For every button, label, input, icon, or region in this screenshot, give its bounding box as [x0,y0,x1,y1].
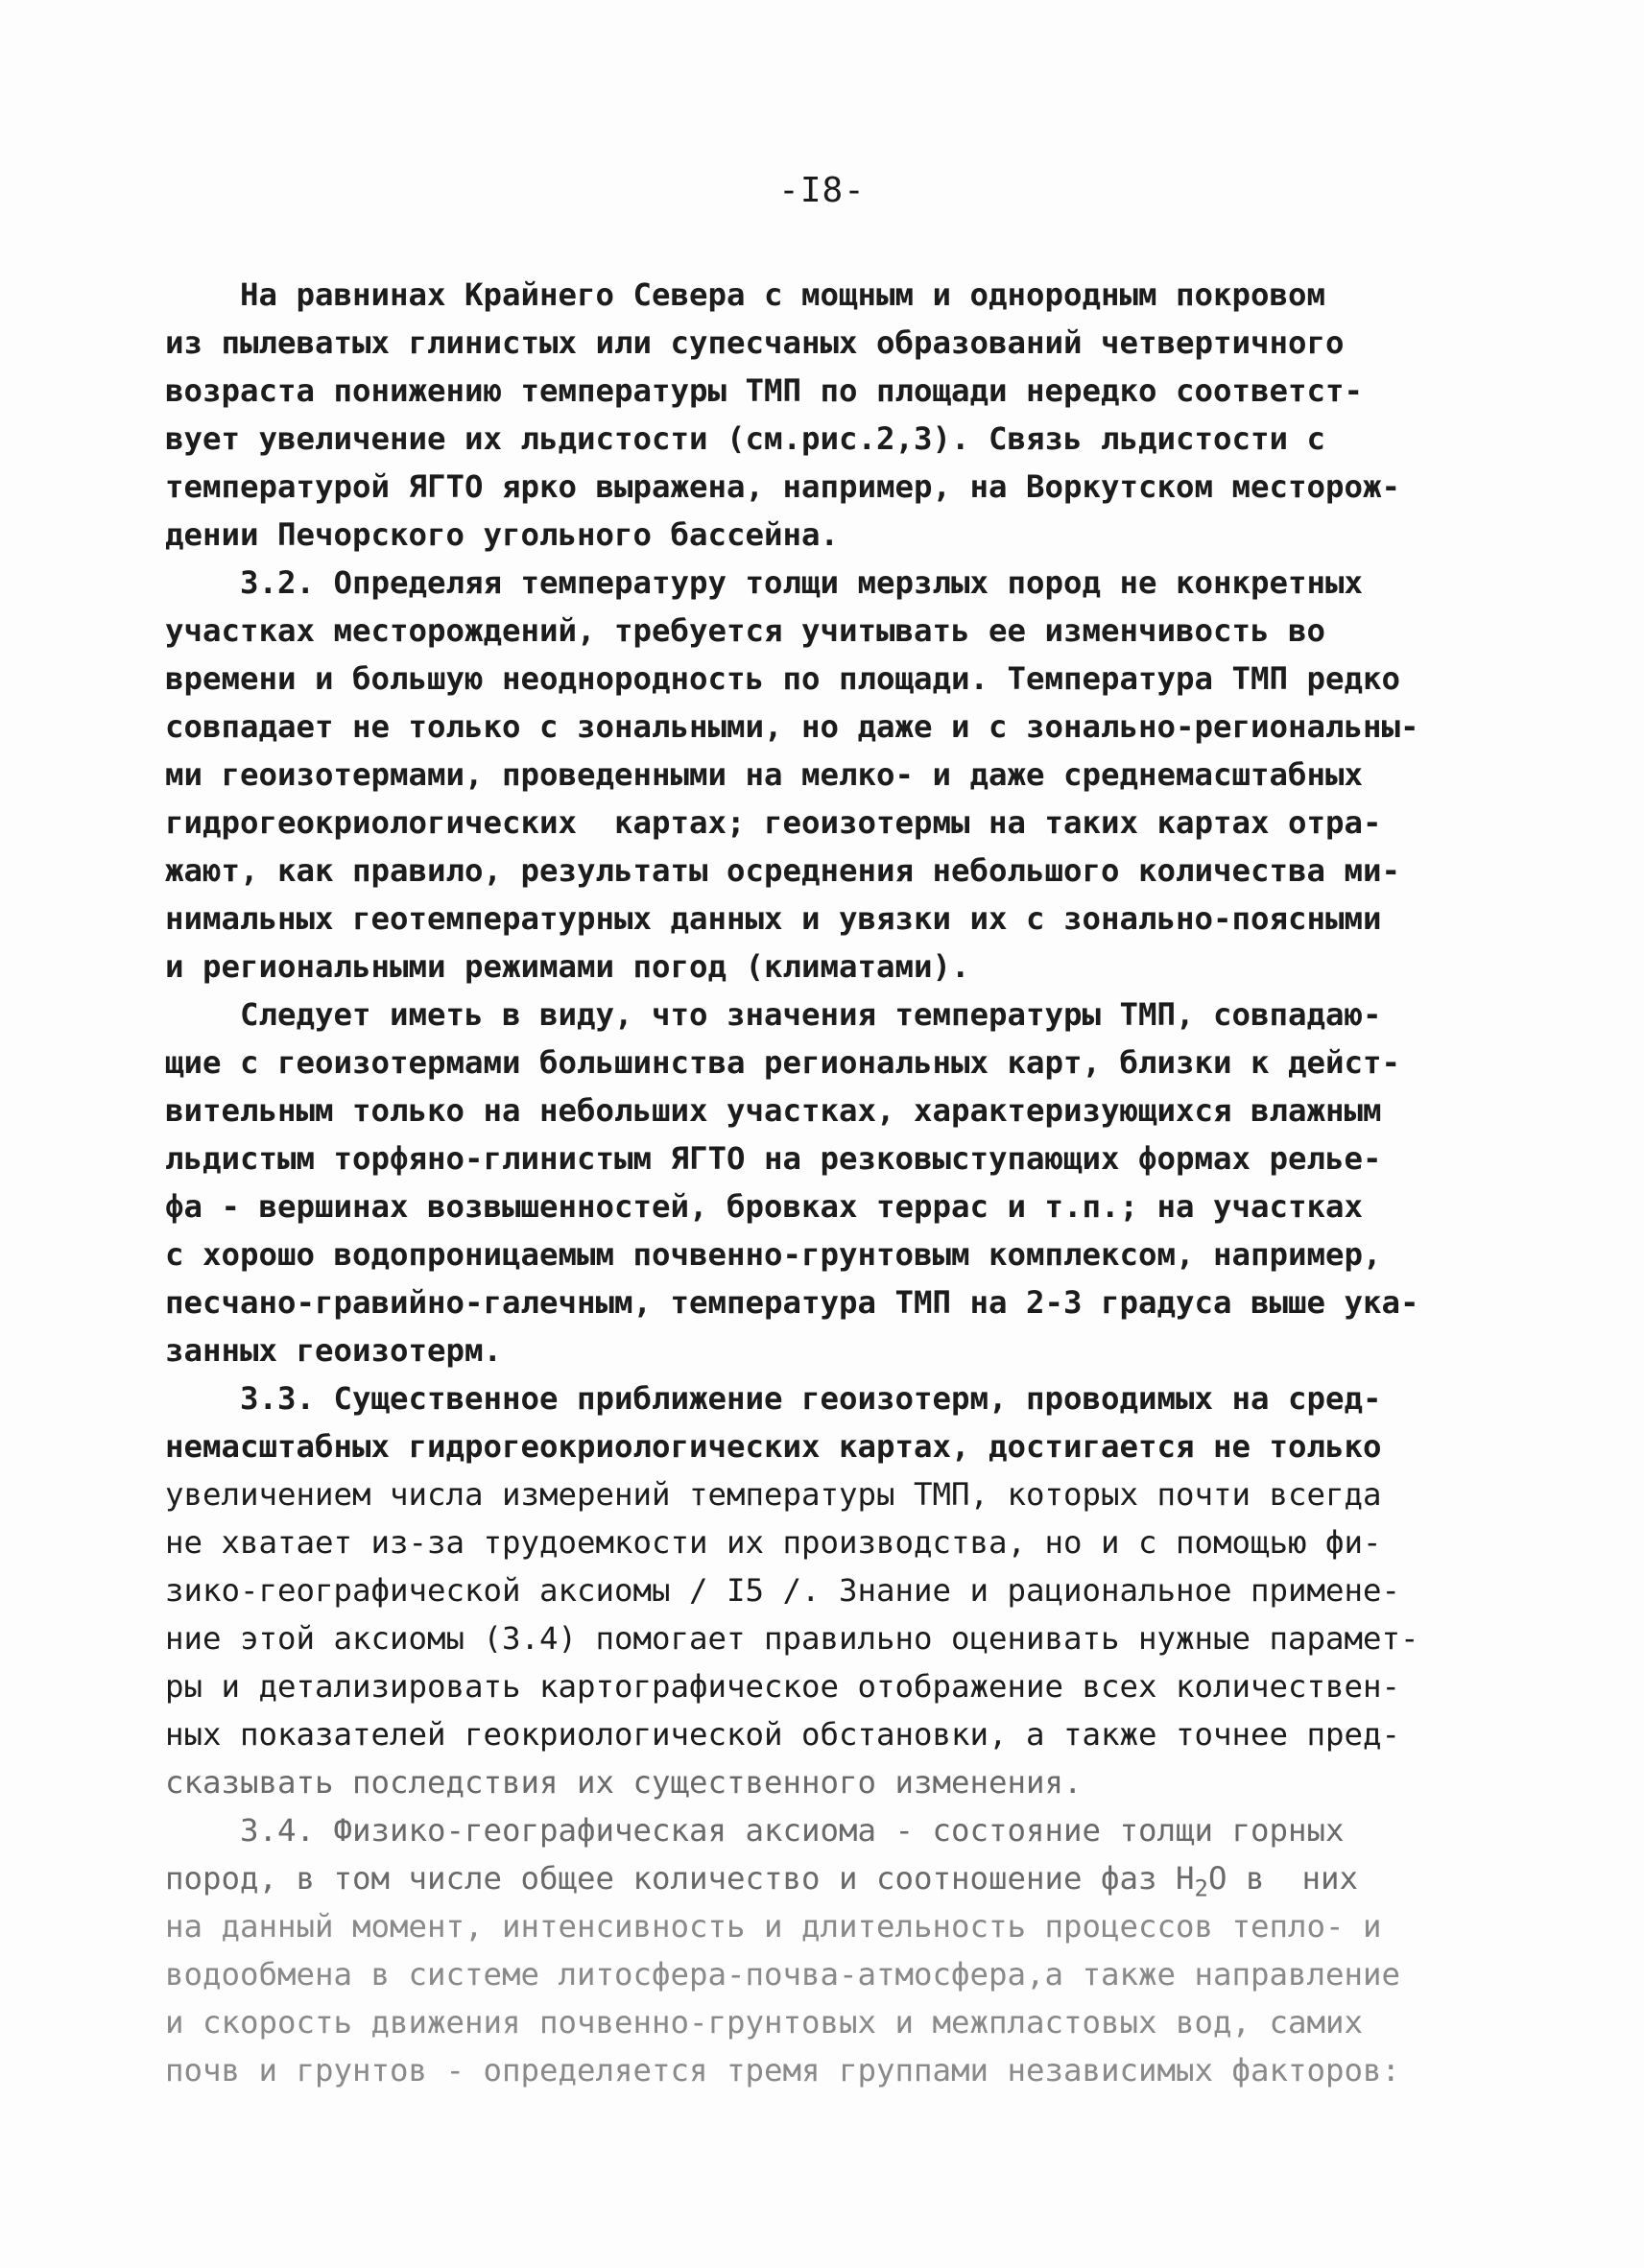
body-text [165,271,1489,2094]
text-line: и скорость движения почвенно-грунтовых и межпластовых вод, самих [165,2004,1364,2041]
text-line: песчано-гравийно-галечным, температура ТМП на 2-3 градуса выше ука- [165,1284,1419,1321]
text-line: участках месторождений, требуется учитывать ее изменчивость во [165,612,1326,649]
text-line: из пылеватых глинистых или супесчаных образований четвертичного [165,324,1345,361]
text-line: совпадает не только с зональными, но даже и с зонально-региональны- [165,708,1419,745]
h2o-subscript: 2 [1194,1874,1208,1902]
text-line: гидрогеокриологических картах; геоизотермы на таких картах отра- [165,804,1382,841]
text-line: зико-географической аксиомы / I5 /. Знание и рациональное примене- [165,1572,1401,1609]
text-line: нимальных геотемпературных данных и увязки их с зонально-поясными [165,900,1382,937]
text-line: ры и детализировать картографическое отображение всех количествен- [165,1668,1401,1705]
text-line: не хватает из-за трудоемкости их производства, но и с помощью фи- [165,1524,1382,1561]
text-line: На равнинах Крайнего Севера с мощным и однородным покровом [165,276,1326,313]
formula-line-suffix: O в них [1208,1860,1359,1897]
text-line: на данный момент, интенсивность и длительность процессов тепло- и [165,1908,1382,1945]
text-line: вительным только на небольших участках, характеризующихся влажным [165,1092,1382,1129]
text-line: ние этой аксиомы (3.4) помогает правильно оценивать нужные парамет- [165,1620,1419,1657]
text-line: возраста понижению температуры ТМП по площади нередко соответст- [165,372,1364,409]
text-line: времени и большую неоднородность по площади. Температура ТМП редко [165,660,1401,697]
text-line: щие с геоизотермами большинства региональных карт, близки к дейст- [165,1044,1401,1081]
text-line: увеличением числа измерений температуры ТМП, которых почти всегда [165,1476,1382,1513]
text-line-formula [165,1854,1489,1902]
text-line: льдистым торфяно-глинистым ЯГТО на резковыступающих формах релье- [165,1140,1382,1177]
text-line: водообмена в системе литосфера-почва-атмосфера,а также направление [165,1956,1401,1993]
text-line: температурой ЯГТО ярко выражена, например, на Воркутском месторож- [165,468,1401,505]
text-line: немасштабных гидрогеокриологических картах, достигается не только [165,1428,1382,1465]
page-number: -I8- [778,171,866,210]
text-line: ных показателей геокриологической обстановки, а также точнее пред- [165,1716,1401,1753]
formula-line-prefix: пород, в том числе общее количество и соотношение фаз H [165,1860,1195,1897]
text-line: 3.4. Физико-географическая аксиома - состояние толщи горных [165,1812,1345,1849]
text-line: с хорошо водопроницаемым почвенно-грунтовым комплексом, например, [165,1236,1382,1273]
text-line: жают, как правило, результаты осреднения небольшого количества ми- [165,852,1401,889]
text-line: сказывать последствия их существенного изменения. [165,1764,1083,1801]
text-line: ми геоизотермами, проведенными на мелко- и даже среднемасштабных [165,756,1364,793]
text-line: занных геоизотерм. [165,1332,503,1369]
text-line: и региональными режимами погод (климатами). [165,948,970,985]
text-line: почв и грунтов - определяется тремя группами независимых факторов: [165,2052,1401,2089]
text-line: 3.2. Определяя температуру толщи мерзлых пород не конкретных [165,564,1364,601]
text-line: фа - вершинах возвышенностей, бровках террас и т.п.; на участках [165,1188,1364,1225]
text-line: 3.3. Существенное приближение геоизотерм, проводимых на сред- [165,1380,1382,1417]
text-line: Следует иметь в виду, что значения температуры ТМП, совпадаю- [165,996,1382,1033]
text-line: вует увеличение их льдистости (см.рис.2,3). Связь льдистости с [165,420,1326,457]
text-line: дении Печорского угольного бассейна. [165,516,840,553]
